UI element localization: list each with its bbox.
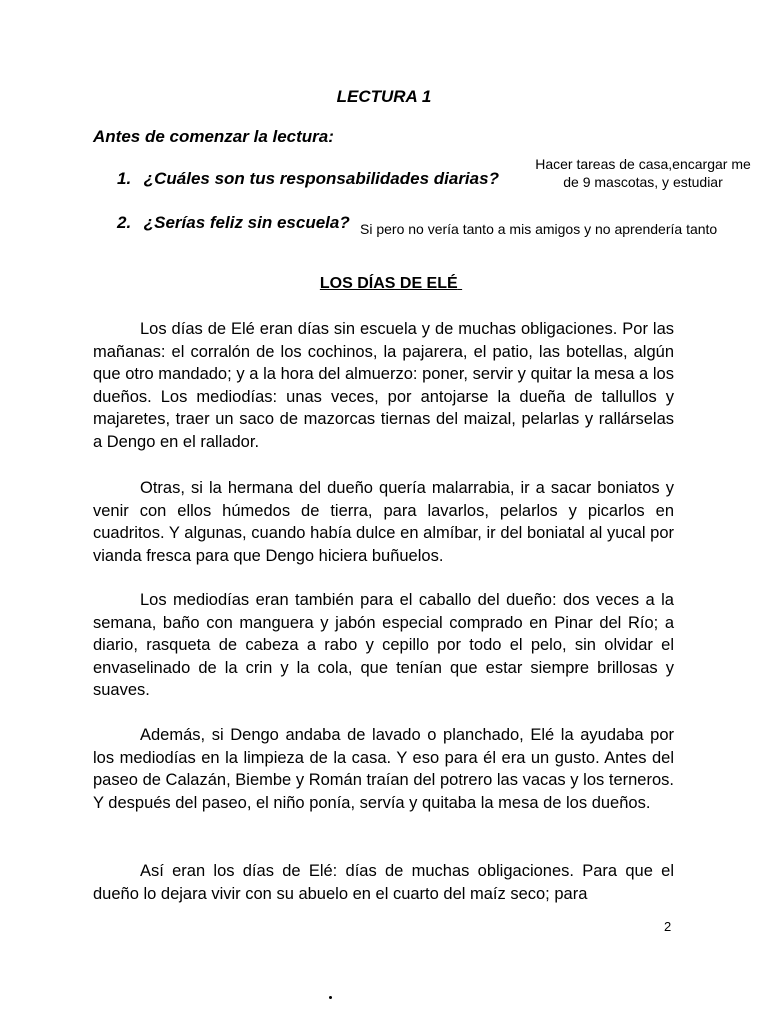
question-2 bbox=[117, 213, 350, 233]
story-paragraph-3: Los mediodías eran también para el caballo del dueño: dos veces a la semana, baño con manguera y jabón especial comprado en Pinar del Río; a diario, rasqueta de cabeza a rabo y cepillo por todo el pelo, sin olvidar el envaselinado de la crin y la cola, que tenían que estar siempre brillosas y suaves. bbox=[93, 591, 674, 700]
story-title bbox=[0, 275, 768, 293]
story-paragraph-2: Otras, si la hermana del dueño quería malarrabia, ir a sacar boniatos y venir con ellos húmedos de tierra, para lavarlos, pelarlos y picarlos en cuadritos. Y algunas, cuando había dulce en almíbar, ir del boniatal al yucal por vianda fresca para que Dengo hiciera buñuelos. bbox=[93, 479, 674, 565]
story-paragraph-4: Además, si Dengo andaba de lavado o planchado, Elé la ayudaba por los mediodías en la limpieza de la casa. Y eso para él era un gusto. Antes del paseo de Calazán, Biembe y Román traían del potrero las vacas y los terneros. Y después del paseo, el niño ponía, servía y quitaba la mesa de los dueños. bbox=[93, 726, 674, 812]
story-title-text: LOS DÍAS DE ELÉ bbox=[319, 275, 458, 292]
scan-dot bbox=[329, 996, 332, 999]
pre-reading-heading: Antes de comenzar la lectura: bbox=[93, 127, 334, 146]
question-2-number: 2. bbox=[117, 213, 132, 232]
question-1-text: ¿Cuáles son tus responsabilidades diarias? bbox=[143, 169, 499, 188]
story-paragraph-5: Así eran los días de Elé: días de muchas obligaciones. Para que el dueño lo dejara vivir con su abuelo en el cuarto del maíz seco; para bbox=[93, 862, 674, 903]
story-paragraph-1: Los días de Elé eran días sin escuela y de muchas obligaciones. Por las mañanas: el corralón de los cochinos, la pajarera, el patio, las botellas, algún que otro mandado; y a la hora del almuerzo: poner, servir y quitar la mesa a los dueños. Los mediodías: unas veces, por antojarse la dueña de tallullos y majaretes, traer un saco de mazorcas tiernas del maizal, pelarlas y rallárselas a Dengo en el rallador. bbox=[93, 320, 674, 451]
page-number: 2 bbox=[664, 919, 672, 934]
question-1 bbox=[117, 169, 499, 189]
question-2-text: ¿Serías feliz sin escuela? bbox=[143, 213, 350, 232]
question-1-number: 1. bbox=[117, 169, 132, 188]
answer-2: Si pero no vería tanto a mis amigos y no aprendería tanto bbox=[360, 221, 718, 237]
document-title: LECTURA 1 bbox=[336, 87, 432, 106]
answer-1: Hacer tareas de casa,encargar me de 9 mascotas, y estudiar bbox=[535, 156, 751, 190]
